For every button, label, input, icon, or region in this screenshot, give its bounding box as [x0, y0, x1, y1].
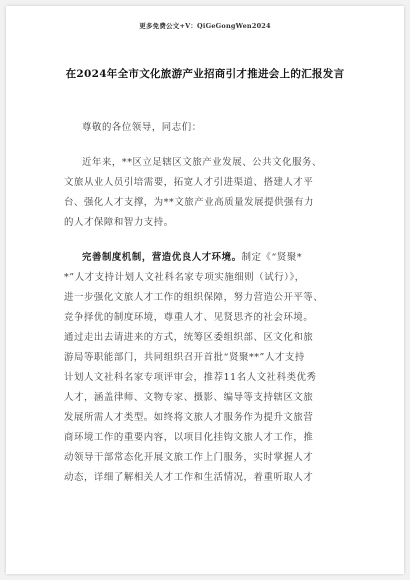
- paragraph-line: 竞争择优的制度环境，尊重人才、见贤思齐的社会环境。: [64, 312, 314, 323]
- paragraph-line: 近年来，**区立足辖区文旅产业发展、公共文化服务、: [82, 157, 323, 168]
- paragraph-line: 动领导干部常态化开展文旅工作上门服务，实时掌握人才: [64, 452, 314, 463]
- paragraph-line: 进一步强化文旅人才工作的组织保障，努力营造公开平等、: [64, 292, 324, 303]
- paragraph-line: 发展所需人才类型。如终将文旅人才服务作为提升文旅营: [64, 412, 314, 423]
- paragraph-line: 商环境工作的重要内容，以项目化挂钩文旅人才工作，推: [64, 432, 314, 443]
- lead-text: 制定《“贤聚*: [241, 252, 303, 263]
- lead-heading: 完善制度机制，营造优良人才环境。: [82, 252, 242, 263]
- salutation: 尊敬的各位领导，同志们：: [82, 122, 202, 133]
- paragraph-line: 通过走出去请进来的方式，统筹区委组织部、区文化和旅: [64, 332, 314, 343]
- paragraph-line: 计划人文社科名家专项评审会，推荐11名人文社科类优秀: [64, 372, 317, 383]
- document-title: 在2024年全市文化旅游产业招商引才推进会上的汇报发言: [65, 68, 345, 80]
- paragraph-line: 人才，涵盖律师、文物专家、摄影、编导等支持辖区文旅: [64, 392, 314, 403]
- paragraph-line: 动态，详细了解相关人才工作和生活情况，着重听取人才: [64, 472, 314, 483]
- paragraph-line: 的人才保障和智力支持。: [64, 217, 174, 228]
- header-note: 更多免费公文+V：QiGeGongWen2024: [139, 22, 271, 30]
- lead-line: [82, 252, 302, 264]
- paragraph-line: 文旅从业人员引培需要，拓宽人才引进渠道、搭建人才平: [64, 177, 314, 188]
- document-page: [6, 6, 404, 574]
- paragraph-line: [64, 272, 305, 284]
- lead-continuation: *”: [64, 272, 75, 283]
- paragraph-line: 游局等职能部门，共同组织召开首批“贤聚**”人才支持: [64, 352, 305, 363]
- paragraph-line: 台、强化人才支撑，为**文旅产业高质量发展提供强有力: [64, 197, 314, 208]
- paragraph-text: 人才支持计划人文社科名家专项实施细则（试行）》，: [74, 272, 305, 283]
